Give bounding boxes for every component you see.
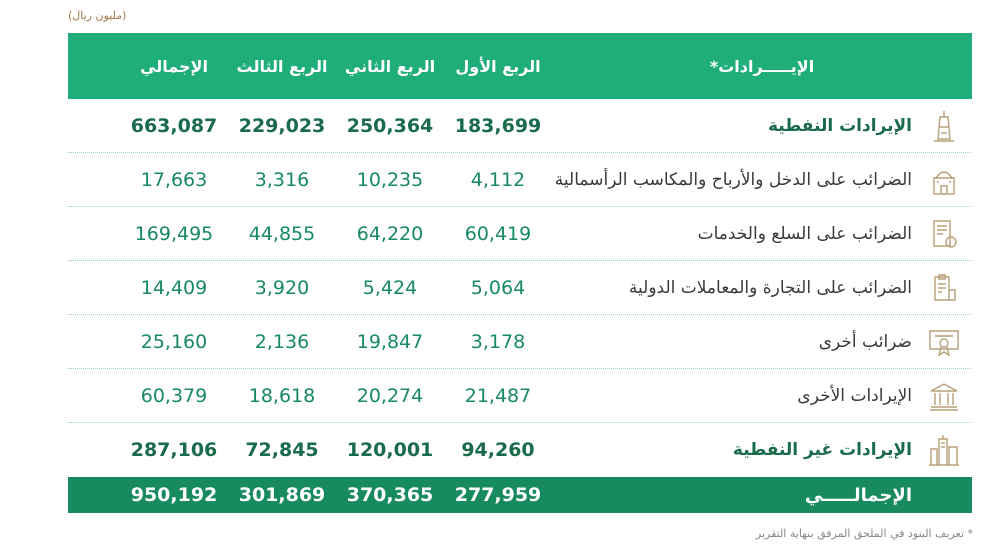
- header-q2: الربع الثاني: [344, 56, 436, 76]
- table-row: [68, 315, 972, 369]
- footnote: * تعريف البنود في الملحق المرفق بنهاية التقرير: [755, 527, 973, 540]
- header-q3: الربع الثالث: [236, 56, 328, 76]
- row-label-cell: [552, 322, 972, 362]
- total-q3: 301,869: [238, 484, 326, 506]
- unit-label: (مليون ريال): [68, 9, 127, 22]
- row-label-cell: [552, 430, 972, 470]
- row-total: 60,379: [140, 384, 208, 407]
- invoice-document-icon: [924, 214, 964, 254]
- total-q2: 370,365: [346, 484, 434, 506]
- city-buildings-icon: [924, 430, 964, 470]
- row-q3: 44,855: [248, 222, 316, 245]
- row-q2: 250,364: [346, 114, 434, 137]
- row-q2: 5,424: [362, 276, 418, 299]
- row-total: 25,160: [140, 330, 208, 353]
- row-label-cell: [552, 214, 972, 254]
- row-total: 663,087: [130, 114, 218, 137]
- row-label-cell: [552, 268, 972, 308]
- row-q1: 3,178: [470, 330, 526, 353]
- table-row: [68, 99, 972, 153]
- row-q3: 3,316: [254, 168, 310, 191]
- total-spacer: [924, 475, 964, 515]
- row-label: الإيرادات الأخرى: [797, 385, 912, 406]
- row-label-cell: [552, 160, 972, 200]
- row-label: الإيرادات النفطية: [767, 115, 912, 136]
- total-row: [68, 477, 972, 513]
- table-row: [68, 423, 972, 477]
- row-q3: 229,023: [238, 114, 326, 137]
- row-total: 14,409: [140, 276, 208, 299]
- row-total: 169,495: [134, 222, 214, 245]
- total-label: الإجمالـــــي: [804, 484, 912, 506]
- table-row: [68, 369, 972, 423]
- table-row: [68, 207, 972, 261]
- row-q1: 60,419: [464, 222, 532, 245]
- header-total: الإجمالي: [140, 56, 208, 76]
- table-row: [68, 261, 972, 315]
- row-q2: 20,274: [356, 384, 424, 407]
- row-q1: 183,699: [454, 114, 542, 137]
- row-label: الضرائب على التجارة والمعاملات الدولية: [628, 277, 912, 298]
- row-q1: 21,487: [464, 384, 532, 407]
- row-q3: 2,136: [254, 330, 310, 353]
- row-label-cell: [552, 106, 972, 146]
- row-q2: 120,001: [346, 439, 434, 461]
- header-revenues: [552, 57, 972, 76]
- row-label-cell: [552, 376, 972, 416]
- table-row: [68, 153, 972, 207]
- row-q3: 72,845: [245, 439, 319, 461]
- clipboard-trade-icon: [924, 268, 964, 308]
- oil-rig-icon: [924, 106, 964, 146]
- mosque-building-icon: [924, 160, 964, 200]
- row-q1: 5,064: [470, 276, 526, 299]
- row-q1: 4,112: [470, 168, 526, 191]
- row-q2: 64,220: [356, 222, 424, 245]
- total-q1: 277,959: [454, 484, 542, 506]
- row-total: 17,663: [140, 168, 208, 191]
- revenue-table: [68, 33, 972, 513]
- header-q1: الربع الأول: [455, 56, 541, 76]
- row-q3: 18,618: [248, 384, 316, 407]
- row-total: 287,106: [130, 439, 218, 461]
- government-building-icon: [924, 376, 964, 416]
- header-revenues-label: الإيـــــرادات*: [709, 56, 815, 76]
- row-q2: 19,847: [356, 330, 424, 353]
- total-label-cell: [552, 475, 972, 515]
- row-q3: 3,920: [254, 276, 310, 299]
- row-label: الإيرادات غير النفطية: [732, 440, 912, 460]
- row-label: الضرائب على الدخل والأرباح والمكاسب الرأسمالية: [554, 169, 912, 190]
- row-label: ضرائب أخرى: [818, 331, 912, 352]
- certificate-icon: [924, 322, 964, 362]
- row-q2: 10,235: [356, 168, 424, 191]
- total-total: 950,192: [130, 484, 218, 506]
- row-q1: 94,260: [461, 439, 535, 461]
- table-header: [68, 33, 972, 99]
- row-label: الضرائب على السلع والخدمات: [697, 223, 912, 244]
